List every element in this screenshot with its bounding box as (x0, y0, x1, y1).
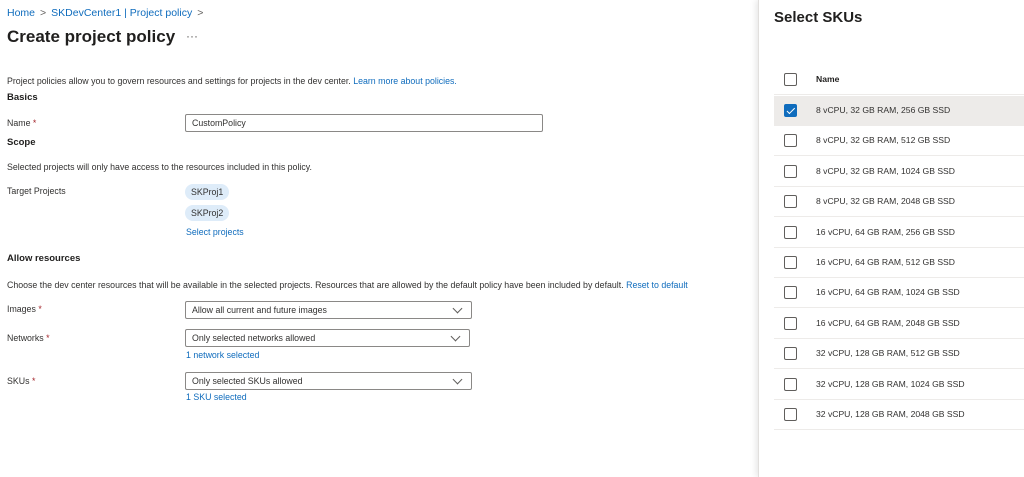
checkbox[interactable] (784, 226, 797, 239)
sku-row[interactable] (774, 400, 1024, 430)
checkbox[interactable] (784, 317, 797, 330)
required-marker: * (31, 376, 36, 386)
required-marker: * (32, 118, 37, 128)
chevron-down-icon (453, 303, 463, 313)
skus-dropdown-value: Only selected SKUs allowed (192, 376, 303, 386)
checkbox[interactable] (784, 408, 797, 421)
sku-row[interactable] (774, 96, 1024, 126)
checkbox[interactable] (784, 165, 797, 178)
networks-selected-link[interactable]: 1 network selected (186, 350, 260, 360)
name-input-value: CustomPolicy (192, 118, 246, 128)
sku-name: 16 vCPU, 64 GB RAM, 256 GB SSD (816, 226, 955, 237)
skus-label (7, 376, 35, 386)
page-description (7, 76, 457, 86)
sku-row[interactable] (774, 248, 1024, 278)
allow-resources-description (7, 280, 688, 290)
checkbox[interactable] (784, 195, 797, 208)
networks-label (7, 333, 50, 343)
breadcrumb-project-policy[interactable]: SKDevCenter1 | Project policy (51, 7, 193, 19)
name-label-text: Name (7, 118, 31, 128)
panel-title: Select SKUs (774, 9, 863, 26)
page-description-text: Project policies allow you to govern resources and settings for projects in the dev center. (7, 76, 351, 86)
name-input[interactable] (185, 114, 543, 132)
sku-name: 32 vCPU, 128 GB RAM, 1024 GB SSD (816, 378, 965, 389)
images-label (7, 304, 42, 314)
sku-name: 16 vCPU, 64 GB RAM, 2048 GB SSD (816, 317, 960, 328)
breadcrumb-separator: > (40, 7, 47, 19)
skus-selected-link[interactable]: 1 SKU selected (186, 392, 247, 402)
chevron-down-icon (453, 374, 463, 384)
select-skus-panel (758, 0, 1024, 477)
images-dropdown-value: Allow all current and future images (192, 305, 327, 315)
page-title: Create project policy (7, 27, 176, 46)
sku-row[interactable] (774, 278, 1024, 308)
sku-row[interactable] (774, 157, 1024, 187)
sku-name: 8 vCPU, 32 GB RAM, 2048 GB SSD (816, 196, 955, 207)
networks-dropdown-value: Only selected networks allowed (192, 333, 316, 343)
breadcrumb (7, 7, 208, 19)
sku-row[interactable] (774, 187, 1024, 217)
images-dropdown[interactable] (185, 301, 472, 319)
select-projects-link[interactable]: Select projects (186, 227, 244, 237)
sku-row[interactable] (774, 309, 1024, 339)
sku-name: 8 vCPU, 32 GB RAM, 512 GB SSD (816, 135, 951, 146)
breadcrumb-separator: > (197, 7, 204, 19)
learn-more-link[interactable]: Learn more about policies. (353, 76, 457, 86)
breadcrumb-home[interactable]: Home (7, 7, 36, 19)
sku-name: 32 vCPU, 128 GB RAM, 512 GB SSD (816, 348, 960, 359)
name-column-header: Name (816, 74, 840, 84)
checkbox[interactable] (784, 347, 797, 360)
required-marker: * (38, 304, 42, 314)
chevron-down-icon (451, 331, 461, 341)
sku-name: 16 vCPU, 64 GB RAM, 512 GB SSD (816, 257, 955, 267)
checkbox-checked-icon[interactable] (784, 104, 797, 117)
checkbox[interactable] (784, 286, 797, 299)
project-tag-skproj2: SKProj2 (185, 205, 229, 221)
name-label (7, 118, 36, 128)
allow-description-text: Choose the dev center resources that will be available in the selected projects. Resources that are allowed by the default policy have been included by default. (7, 280, 624, 290)
sku-name: 8 vCPU, 32 GB RAM, 256 GB SSD (816, 105, 951, 115)
select-all-checkbox[interactable] (784, 73, 797, 86)
checkbox[interactable] (784, 378, 797, 391)
sku-header-row (774, 65, 1024, 95)
sku-name: 32 vCPU, 128 GB RAM, 2048 GB SSD (816, 409, 965, 419)
required-marker: * (46, 333, 50, 343)
networks-dropdown[interactable] (185, 329, 470, 347)
scope-description: Selected projects will only have access to the resources included in this policy. (7, 162, 312, 172)
sku-row[interactable] (774, 339, 1024, 369)
more-options-icon[interactable]: ··· (186, 29, 198, 43)
scope-heading: Scope (7, 137, 36, 148)
project-tag-skproj1: SKProj1 (185, 184, 229, 200)
checkbox[interactable] (784, 256, 797, 269)
sku-name: 16 vCPU, 64 GB RAM, 1024 GB SSD (816, 287, 960, 298)
checkbox[interactable] (784, 134, 797, 147)
allow-resources-heading: Allow resources (7, 253, 81, 264)
reset-to-default-link[interactable]: Reset to default (626, 280, 688, 290)
skus-label-text: SKUs (7, 376, 30, 386)
sku-name: 8 vCPU, 32 GB RAM, 1024 GB SSD (816, 165, 955, 176)
target-projects-label: Target Projects (7, 186, 66, 196)
sku-row[interactable] (774, 370, 1024, 400)
skus-dropdown[interactable] (185, 372, 472, 390)
sku-row[interactable] (774, 218, 1024, 248)
sku-row[interactable] (774, 126, 1024, 156)
images-label-text: Images (7, 304, 36, 314)
basics-heading: Basics (7, 92, 38, 103)
networks-label-text: Networks (7, 333, 44, 343)
